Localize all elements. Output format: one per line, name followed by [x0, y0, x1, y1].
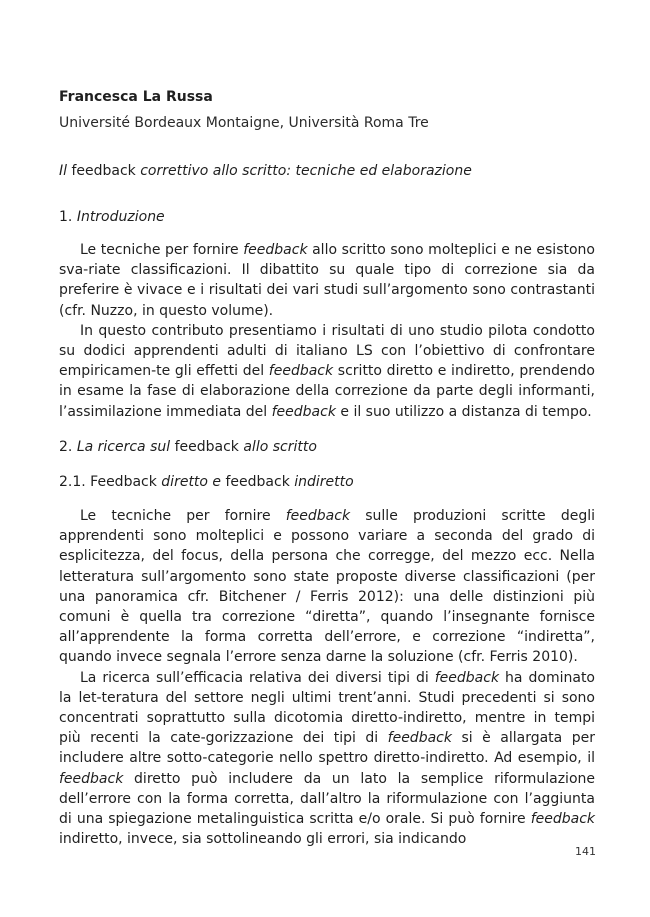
text-run: indiretto, invece, sia sottolineando gli errori, sia indicando — [59, 831, 467, 848]
text-run: feedback — [174, 439, 239, 455]
text-run-italic: indiretto — [289, 474, 354, 490]
section-2-number: 2. — [59, 439, 77, 455]
section-2-heading — [59, 439, 317, 455]
text-run-italic: feedback — [243, 242, 308, 258]
text-run-italic: feedback — [530, 811, 595, 828]
text-run-italic: allo scritto — [238, 439, 317, 455]
author-affiliation: Université Bordeaux Montaigne, Università Roma Tre — [59, 115, 429, 131]
section-1-heading — [59, 209, 165, 225]
text-run-italic: feedback — [268, 363, 334, 380]
text-run: si è allargata per includere altre sotto-categorie nello spettro diretto-indiretto. Ad esempio, il — [59, 730, 595, 767]
section-2-1-number: 2.1. — [59, 474, 91, 490]
page-number: 141 — [575, 845, 596, 858]
section-2-1-body — [59, 506, 595, 849]
title-part-2: feedback — [71, 163, 136, 179]
section-1-title: Introduzione — [76, 209, 165, 225]
text-run: diretto può includere da un lato la semplice riformulazione dell’errore con la forma corretta, dall’altro la riformulazione con l’aggiunta di una spiegazione metalinguistica scritta e/o orale. Si può fornire — [59, 770, 595, 828]
text-run-italic: feedback — [59, 770, 124, 787]
text-run-italic: feedback — [271, 403, 336, 420]
text-run-italic: La ricerca sul — [76, 439, 175, 455]
text-run: feedback — [225, 474, 290, 490]
text-run: In questo contributo presentiamo i risultati di uno studio pilota condotto su dodici apprendenti adulti di italiano LS con l’obiettivo di confrontare empiricamen-te gli effetti del — [59, 322, 595, 380]
text-run: Le tecniche per fornire — [80, 508, 286, 524]
text-run-italic: feedback — [434, 669, 500, 686]
text-run: sulle produzioni scritte degli apprendenti sono molteplici e possono variare a seconda del grado di esplicitezza, del focus, della persona che corregge, del mezzo ecc. Nella letteratura sull’argomento sono state proposte diverse classificazioni (per una panoramica cfr. Bitchener / Ferris 2012): una delle distinzioni più comuni è quella tra correzione “diretta”, quando l’insegnante fornisce all’apprendente la forma corretta dell’errore, e correzione “indiretta”, quando invece segnala l’errore senza darne la soluzione (cfr. Ferris 2010). — [59, 508, 595, 666]
paragraph-1-1 — [59, 240, 595, 321]
author-name: Francesca La Russa — [59, 89, 213, 105]
text-run-italic: feedback — [285, 508, 351, 524]
section-1-body — [59, 240, 595, 422]
text-run: allo scritto sono molteplici e ne esistono sva-riate classificazioni. Il dibattito su quale tipo di correzione sia da preferire è vivace e i risultati dei vari studi sull’argomento sono contrastanti (cfr. Nuzzo, in questo volume). — [59, 242, 595, 319]
text-run: e il suo utilizzo a distanza di tempo. — [335, 403, 592, 420]
paper-title — [59, 163, 472, 179]
section-2-1-heading — [59, 474, 354, 490]
section-1-number: 1. — [59, 209, 77, 225]
text-run: ha dominato la let-teratura del settore negli ultimi trent’anni. Studi precedenti si sono concentrati soprattutto sulla dicotomia diretto-indiretto, mentre in tempi più recenti la cate-gorizzazione dei tipi di — [59, 669, 595, 747]
paragraph-1-2 — [59, 321, 595, 422]
text-run-italic: feedback — [387, 730, 452, 747]
text-run: Le tecniche per fornire — [80, 242, 244, 258]
paragraph-2-1-2 — [59, 668, 595, 850]
title-part-1: Il — [59, 163, 72, 179]
paragraph-2-1-1 — [59, 506, 595, 668]
title-part-3: correttivo allo scritto: tecniche ed elaborazione — [135, 163, 472, 179]
text-run-italic: diretto e — [156, 474, 226, 490]
text-run: La ricerca sull’efficacia relativa dei diversi tipi di — [80, 669, 435, 686]
text-run: scritto diretto e indiretto, prendendo in esame la fase di elaborazione della correzione da parte degli informanti, l’assimilazione immediata del — [59, 363, 595, 420]
text-run: Feedback — [90, 474, 157, 490]
